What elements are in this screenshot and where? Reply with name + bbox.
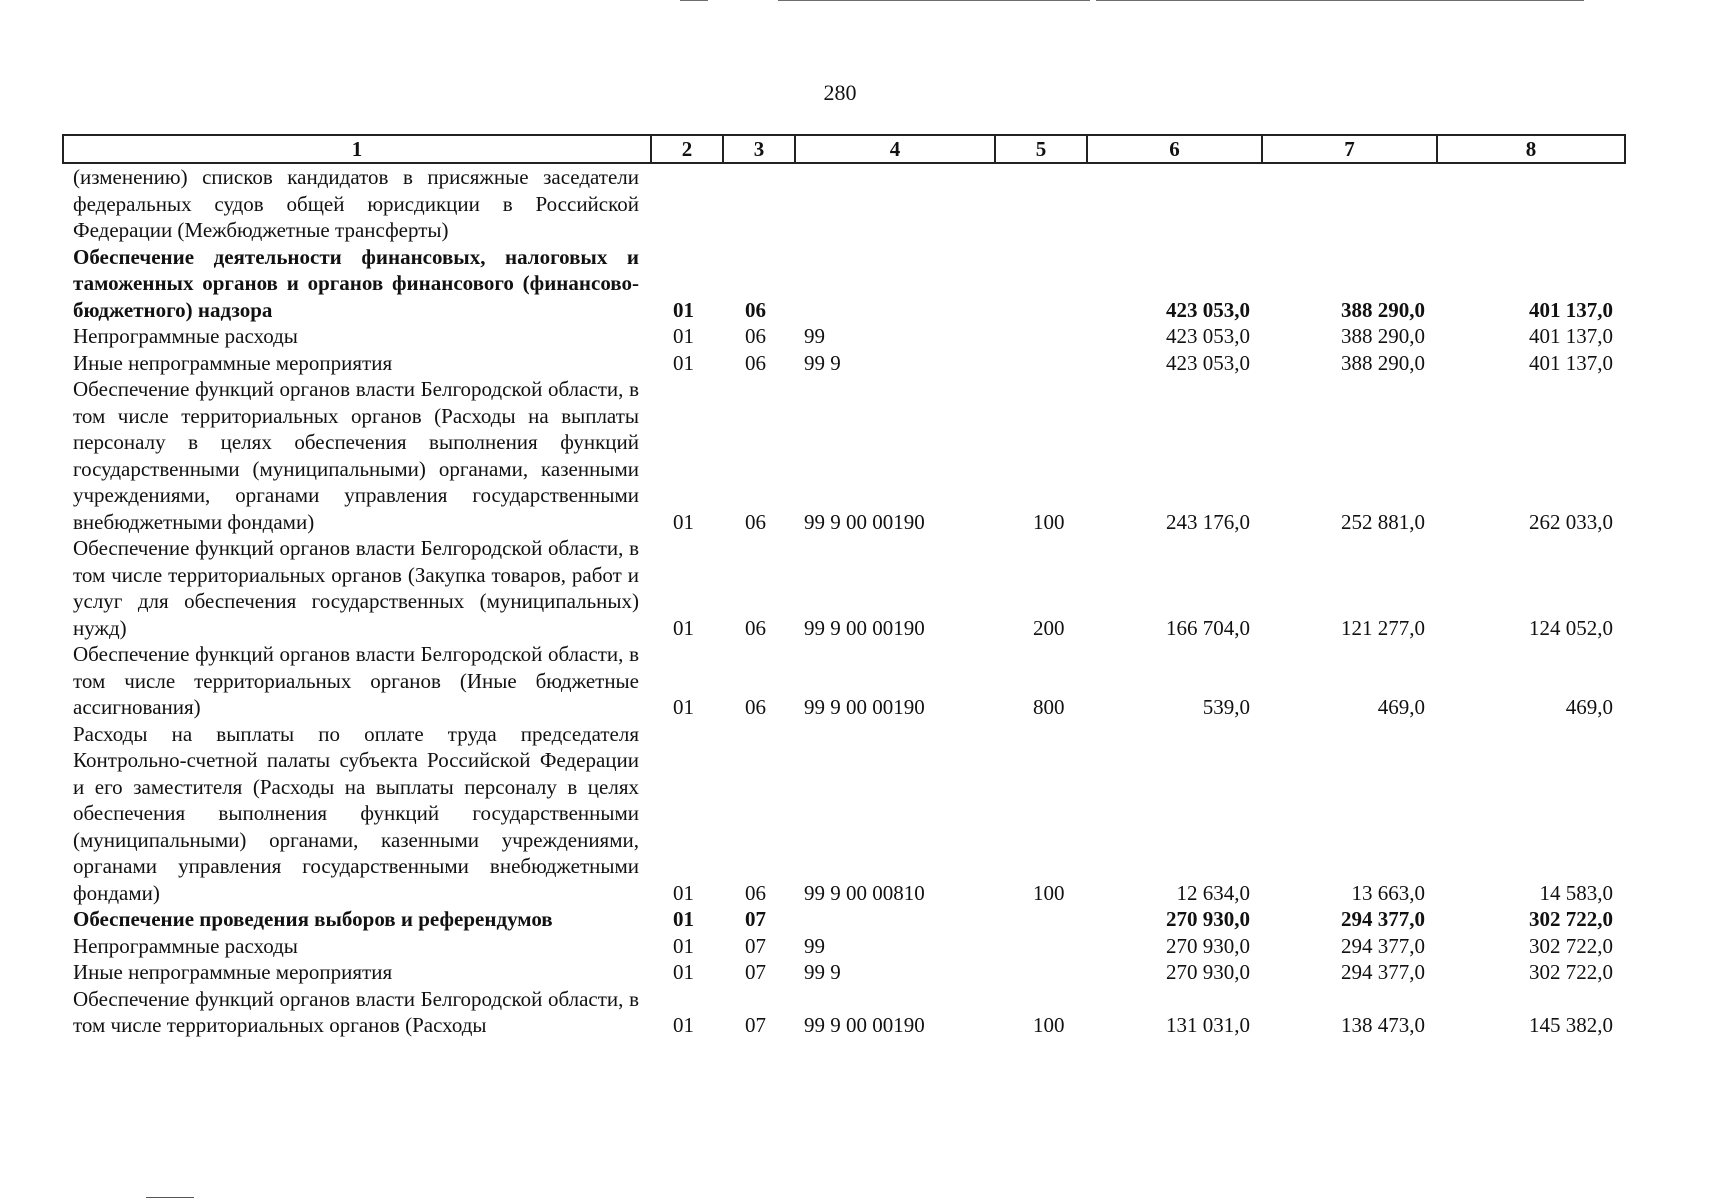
- row-name-cell: Иные непрограммные мероприятия: [73, 350, 393, 375]
- table-row: [63, 986, 1625, 1039]
- table-row: [63, 641, 1625, 721]
- row-value6-cell: 423 053,0: [1166, 297, 1250, 322]
- row-code5-cell: [995, 323, 1087, 350]
- row-code3-cell: 07: [745, 907, 766, 931]
- table-row: [63, 721, 1625, 907]
- row-code2-cell: [651, 163, 723, 244]
- row-value7-cell: 13 663,0: [1351, 880, 1425, 905]
- row-value8-cell: 469,0: [1565, 695, 1613, 719]
- row-code3-cell: 07: [745, 1013, 766, 1037]
- column-header: 4: [795, 135, 995, 163]
- row-name-cell: Иные непрограммные мероприятия: [73, 960, 393, 984]
- row-code2-cell: 01: [673, 695, 694, 719]
- row-value7-cell: 388 290,0: [1341, 297, 1425, 322]
- row-code2-cell: 01: [673, 933, 694, 958]
- row-code2-cell: 01: [673, 907, 694, 931]
- row-code5-cell: 800: [1033, 695, 1065, 719]
- row-code2-cell: 01: [673, 350, 694, 375]
- footer-mark: [146, 1197, 194, 1198]
- row-code3-cell: 06: [745, 695, 766, 719]
- column-header: 8: [1437, 135, 1625, 163]
- row-name-cell: Обеспечение функций органов власти Белгородской области, в том числе территориальных органов (Расходы: [73, 986, 639, 1037]
- row-name-cell: (изменению) списков кандидатов в присяжные заседатели федеральных судов общей юрисдикции в Российской Федерации (Межбюджетные трансферты): [73, 165, 639, 242]
- row-code5-cell: 100: [1033, 880, 1065, 905]
- row-value7-cell: 294 377,0: [1341, 960, 1425, 984]
- row-code4-cell: 99 9 00 00810: [804, 880, 925, 905]
- row-code4-cell: 99 9: [804, 960, 841, 984]
- row-code3-cell: [723, 163, 795, 244]
- row-value6-cell: 423 053,0: [1166, 324, 1250, 348]
- row-code3-cell: 06: [745, 297, 766, 322]
- table-row: [63, 959, 1625, 986]
- row-name-cell: Непрограммные расходы: [73, 324, 298, 348]
- row-name-cell: Обеспечение проведения выборов и референдумов: [73, 907, 553, 931]
- column-header: 2: [651, 135, 723, 163]
- column-header: 7: [1262, 135, 1437, 163]
- row-value6-cell: 270 930,0: [1166, 907, 1250, 931]
- row-code2-cell: 01: [673, 880, 694, 905]
- row-value8-cell: 14 583,0: [1539, 880, 1613, 905]
- row-code2-cell: 01: [673, 509, 694, 534]
- page-number: 280: [823, 80, 857, 105]
- row-code2-cell: 01: [673, 324, 694, 348]
- row-value6-cell: 12 634,0: [1176, 880, 1250, 905]
- table-row: [63, 244, 1625, 324]
- column-header: 6: [1087, 135, 1262, 163]
- row-code2-cell: 01: [673, 960, 694, 984]
- row-code4-cell: 99 9 00 00190: [804, 1013, 925, 1037]
- row-value8-cell: [1437, 163, 1625, 244]
- row-code4-cell: 99 9 00 00190: [804, 615, 925, 640]
- budget-table: [62, 134, 1626, 1039]
- row-value6-cell: 539,0: [1202, 695, 1250, 719]
- row-code5-cell: 200: [1033, 615, 1065, 640]
- row-code4-cell: [795, 163, 995, 244]
- row-value7-cell: 388 290,0: [1341, 324, 1425, 348]
- row-value7-cell: 294 377,0: [1341, 933, 1425, 958]
- table-row: [63, 933, 1625, 960]
- row-code3-cell: 06: [745, 350, 766, 375]
- row-code3-cell: 06: [745, 509, 766, 534]
- row-name-cell: Обеспечение функций органов власти Белгородской области, в том числе территориальных органов (Расходы на выплаты персоналу в целях обеспечения выполнения функций государственными (муниципальными) органами, казенными учреждениями, органами управления государственными внебюджетными фондами): [73, 377, 639, 534]
- column-header: 5: [995, 135, 1087, 163]
- row-value8-cell: 401 137,0: [1529, 297, 1613, 322]
- row-code5-cell: [995, 906, 1087, 933]
- row-code4-cell: 99 9 00 00190: [804, 509, 925, 534]
- row-code4-cell: 99: [804, 933, 825, 958]
- row-code5-cell: [995, 350, 1087, 377]
- table-row: [63, 323, 1625, 350]
- column-header: 1: [63, 135, 651, 163]
- row-value8-cell: 124 052,0: [1529, 615, 1613, 640]
- row-value6-cell: 243 176,0: [1166, 509, 1250, 534]
- row-value8-cell: 262 033,0: [1529, 509, 1613, 534]
- table-row: [63, 350, 1625, 377]
- row-value8-cell: 401 137,0: [1529, 324, 1613, 348]
- row-code5-cell: [995, 933, 1087, 960]
- row-name-cell: Обеспечение функций органов власти Белгородской области, в том числе территориальных органов (Закупка товаров, работ и услуг для обеспечения государственных (муниципальных) нужд): [73, 536, 639, 640]
- row-code2-cell: 01: [673, 297, 694, 322]
- row-value6-cell: [1087, 163, 1262, 244]
- row-value8-cell: 145 382,0: [1529, 1013, 1613, 1037]
- column-header: 3: [723, 135, 795, 163]
- row-value8-cell: 302 722,0: [1529, 933, 1613, 958]
- row-code5-cell: [995, 163, 1087, 244]
- row-code5-cell: [995, 959, 1087, 986]
- table-body: [63, 163, 1625, 1039]
- table-row: [63, 906, 1625, 933]
- row-value6-cell: 131 031,0: [1166, 1013, 1250, 1037]
- row-value8-cell: 302 722,0: [1529, 907, 1613, 931]
- scan-edge-line: [680, 0, 708, 1]
- row-value6-cell: 423 053,0: [1166, 350, 1250, 375]
- row-code5-cell: 100: [1033, 509, 1065, 534]
- row-value6-cell: 270 930,0: [1166, 960, 1250, 984]
- row-value8-cell: 401 137,0: [1529, 350, 1613, 375]
- row-value7-cell: 388 290,0: [1341, 350, 1425, 375]
- row-code4-cell: 99 9: [804, 350, 841, 375]
- row-code4-cell: 99 9 00 00190: [804, 695, 925, 719]
- row-code2-cell: 01: [673, 1013, 694, 1037]
- row-name-cell: Обеспечение деятельности финансовых, налоговых и таможенных органов и органов финансового (финансово-бюджетного) надзора: [73, 244, 639, 322]
- row-value7-cell: [1262, 163, 1437, 244]
- row-value7-cell: 252 881,0: [1341, 509, 1425, 534]
- scan-edge-line: [778, 0, 1090, 1]
- row-code5-cell: 100: [1033, 1013, 1065, 1037]
- row-code2-cell: 01: [673, 615, 694, 640]
- row-value7-cell: 138 473,0: [1341, 1013, 1425, 1037]
- row-code5-cell: [995, 244, 1087, 324]
- row-name-cell: Обеспечение функций органов власти Белгородской области, в том числе территориальных органов (Иные бюджетные ассигнования): [73, 642, 639, 719]
- row-code3-cell: 06: [745, 880, 766, 905]
- row-value7-cell: 294 377,0: [1341, 907, 1425, 931]
- scan-edge-line: [1492, 0, 1584, 1]
- row-code4-cell: [795, 906, 995, 933]
- row-code4-cell: [795, 244, 995, 324]
- table-row: [63, 376, 1625, 535]
- row-value6-cell: 166 704,0: [1166, 615, 1250, 640]
- row-code4-cell: 99: [804, 324, 825, 348]
- row-code3-cell: 07: [745, 960, 766, 984]
- row-code3-cell: 06: [745, 324, 766, 348]
- row-code3-cell: 07: [745, 933, 766, 958]
- table-row: [63, 535, 1625, 641]
- row-value7-cell: 469,0: [1377, 695, 1425, 719]
- row-value7-cell: 121 277,0: [1341, 615, 1425, 640]
- row-code3-cell: 06: [745, 615, 766, 640]
- row-name-cell: Расходы на выплаты по оплате труда председателя Контрольно-счетной палаты субъекта Российской Федерации и его заместителя (Расходы на выплаты персоналу в целях обеспечения выполнения функций государственными (муниципальными) органами, казенными учреждениями, органами управления государственными внебюджетными фондами): [73, 721, 639, 905]
- table-row: [63, 163, 1625, 244]
- row-value8-cell: 302 722,0: [1529, 960, 1613, 984]
- header-row: [63, 135, 1625, 163]
- row-name-cell: Непрограммные расходы: [73, 933, 298, 958]
- row-value6-cell: 270 930,0: [1166, 933, 1250, 958]
